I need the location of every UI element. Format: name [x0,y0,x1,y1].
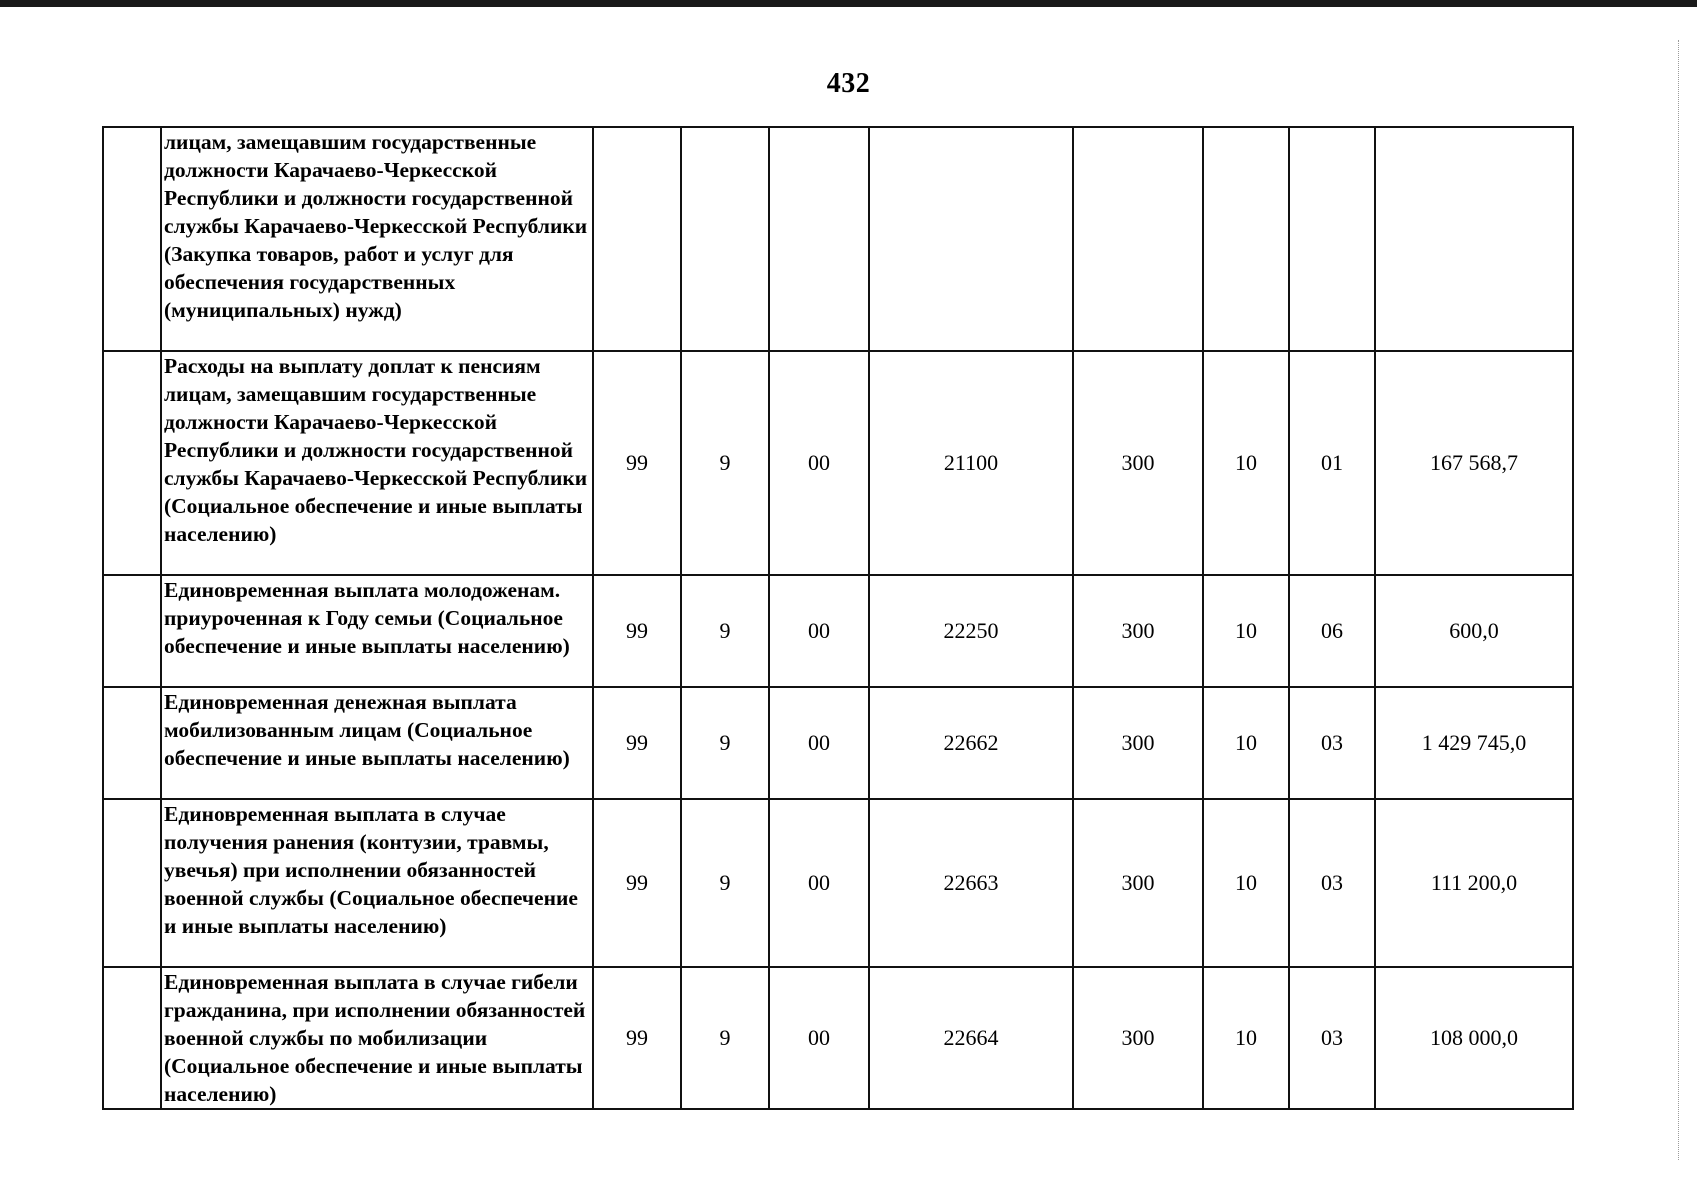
description-cell: Единовременная денежная выплата мобилизованным лицам (Социальное обеспечение и иные выплаты населению) [161,687,593,799]
description-cell: Единовременная выплата в случае получения ранения (контузии, травмы, увечья) при исполнении обязанностей военной службы (Социальное обеспечение и иные выплаты населению) [161,799,593,967]
section-cell: 10 [1203,967,1289,1109]
budget-table [102,126,1574,1110]
subsection-cell: 03 [1289,687,1375,799]
expense-type-cell: 300 [1073,967,1203,1109]
main-event-code-cell [769,127,869,351]
main-event-code-cell: 00 [769,351,869,575]
program-code-cell: 99 [593,575,681,687]
direction-code-cell: 22250 [869,575,1073,687]
expense-type-cell: 300 [1073,799,1203,967]
table-row [103,687,1573,799]
section-cell [1203,127,1289,351]
subprogram-code-cell: 9 [681,351,769,575]
main-event-code-cell: 00 [769,967,869,1109]
scan-edge-artifact [1676,40,1679,1160]
subsection-cell: 06 [1289,575,1375,687]
row-index-cell [103,799,161,967]
description-cell: Расходы на выплату доплат к пенсиям лицам, замещавшим государственные должности Карачаево-Черкесской Республики и должности государственной службы Карачаево-Черкесской Республики (Социальное обеспечение и иные выплаты населению) [161,351,593,575]
amount-cell: 600,0 [1375,575,1573,687]
program-code-cell: 99 [593,351,681,575]
expense-type-cell: 300 [1073,351,1203,575]
subsection-cell: 03 [1289,967,1375,1109]
main-event-code-cell: 00 [769,799,869,967]
section-cell: 10 [1203,687,1289,799]
expense-type-cell: 300 [1073,575,1203,687]
description-cell: Единовременная выплата в случае гибели гражданина, при исполнении обязанностей военной службы по мобилизации (Социальное обеспечение и иные выплаты населению) [161,967,593,1109]
row-index-cell [103,351,161,575]
subprogram-code-cell: 9 [681,799,769,967]
amount-cell: 108 000,0 [1375,967,1573,1109]
direction-code-cell: 22662 [869,687,1073,799]
program-code-cell: 99 [593,687,681,799]
amount-cell: 1 429 745,0 [1375,687,1573,799]
subprogram-code-cell: 9 [681,687,769,799]
subsection-cell: 01 [1289,351,1375,575]
program-code-cell: 99 [593,967,681,1109]
scan-top-border [0,0,1697,7]
amount-cell: 167 568,7 [1375,351,1573,575]
row-index-cell [103,967,161,1109]
page-number: 432 [826,68,871,99]
subsection-cell: 03 [1289,799,1375,967]
expense-type-cell [1073,127,1203,351]
table-row [103,799,1573,967]
direction-code-cell: 22663 [869,799,1073,967]
description-cell: лицам, замещавшим государственные должности Карачаево-Черкесской Республики и должности государственной службы Карачаево-Черкесской Республики (Закупка товаров, работ и услуг для обеспечения государственных (муниципальных) нужд) [161,127,593,351]
section-cell: 10 [1203,351,1289,575]
table-row [103,575,1573,687]
subprogram-code-cell: 9 [681,967,769,1109]
table-row [103,351,1573,575]
section-cell: 10 [1203,575,1289,687]
row-index-cell [103,127,161,351]
expense-type-cell: 300 [1073,687,1203,799]
amount-cell: 111 200,0 [1375,799,1573,967]
description-cell: Единовременная выплата молодоженам. приуроченная к Году семьи (Социальное обеспечение и иные выплаты населению) [161,575,593,687]
amount-cell [1375,127,1573,351]
row-index-cell [103,687,161,799]
main-event-code-cell: 00 [769,575,869,687]
program-code-cell: 99 [593,799,681,967]
subprogram-code-cell [681,127,769,351]
section-cell: 10 [1203,799,1289,967]
direction-code-cell [869,127,1073,351]
program-code-cell [593,127,681,351]
table-row [103,967,1573,1109]
row-index-cell [103,575,161,687]
direction-code-cell: 21100 [869,351,1073,575]
subprogram-code-cell: 9 [681,575,769,687]
table-row [103,127,1573,351]
main-event-code-cell: 00 [769,687,869,799]
direction-code-cell: 22664 [869,967,1073,1109]
subsection-cell [1289,127,1375,351]
